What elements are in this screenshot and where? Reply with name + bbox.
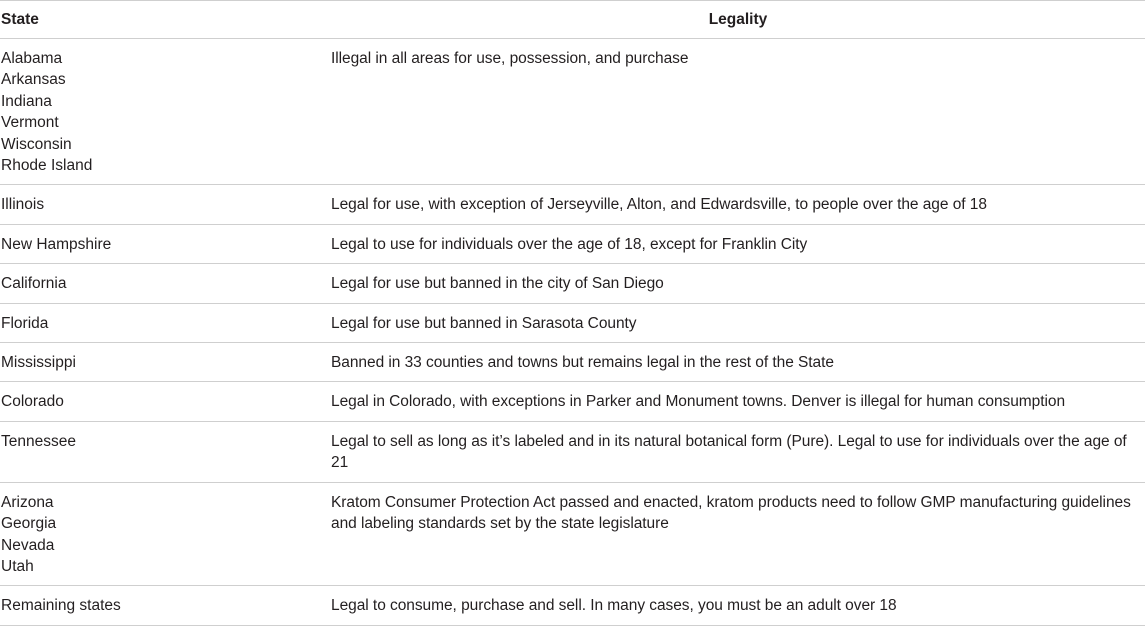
legality-cell: Kratom Consumer Protection Act passed and enacted, kratom products need to follow GMP manufacturing guidelines and labeling standards set by the state legislature (331, 493, 1131, 533)
header-row (0, 1, 1145, 39)
legality-cell: Legal to consume, purchase and sell. In many cases, you must be an adult over 18 (331, 597, 897, 615)
legality-cell: Legal for use but banned in Sarasota County (331, 314, 637, 332)
state-name: Colorado (1, 393, 64, 411)
table-row (0, 264, 1145, 303)
legality-cell: Illegal in all areas for use, possession, and purchase (331, 50, 689, 67)
state-cell (0, 586, 331, 625)
legality-cell: Legal for use, with exception of Jerseyville, Alton, and Edwardsville, to people over the age of 18 (331, 196, 987, 214)
legality-cell: Legal for use but banned in the city of San Diego (331, 275, 664, 293)
state-cell (0, 264, 331, 303)
legality-cell: Banned in 33 counties and towns but remains legal in the rest of the State (331, 354, 834, 372)
table-row (0, 39, 1145, 185)
table-row (0, 586, 1145, 625)
state-cell (0, 421, 331, 482)
state-cell (0, 382, 331, 421)
header-legality: Legality (708, 10, 768, 28)
state-name: Vermont (1, 114, 59, 132)
state-name: Tennessee (1, 432, 76, 450)
state-cell (0, 482, 331, 586)
state-name: Arkansas (1, 71, 66, 89)
table-row (0, 185, 1145, 224)
state-name: Rhode Island (1, 157, 93, 175)
table-header (0, 1, 1145, 39)
state-name: California (1, 275, 67, 293)
state-cell (0, 185, 331, 224)
state-name: Arizona (1, 493, 54, 511)
legality-cell: Legal to sell as long as it’s labeled and in its natural botanical form (Pure). Legal to use for individuals over the age of 21 (331, 432, 1127, 472)
state-cell (0, 39, 331, 185)
table-row (0, 343, 1145, 382)
table-row (0, 382, 1145, 421)
state-name: Indiana (1, 92, 52, 110)
state-cell (0, 303, 331, 342)
state-name: Utah (1, 557, 34, 575)
state-cell (0, 224, 331, 263)
header-state: State (1, 10, 39, 28)
state-name: Remaining states (1, 597, 121, 615)
state-name: Nevada (1, 536, 55, 554)
state-name: Georgia (1, 515, 57, 533)
table-body (0, 39, 1145, 626)
state-name: Alabama (1, 50, 63, 67)
state-cell (0, 343, 331, 382)
state-name: Florida (1, 314, 49, 332)
legality-cell: Legal to use for individuals over the age of 18, except for Franklin City (331, 235, 808, 253)
state-name: Mississippi (1, 354, 76, 372)
state-name: Wisconsin (1, 135, 72, 153)
state-name: Illinois (1, 196, 45, 214)
table-row (0, 421, 1145, 482)
state-name: New Hampshire (1, 235, 112, 253)
table-row (0, 482, 1145, 586)
table-row (0, 224, 1145, 263)
table-row (0, 303, 1145, 342)
legality-cell: Legal in Colorado, with exceptions in Parker and Monument towns. Denver is illegal for human consumption (331, 393, 1066, 411)
